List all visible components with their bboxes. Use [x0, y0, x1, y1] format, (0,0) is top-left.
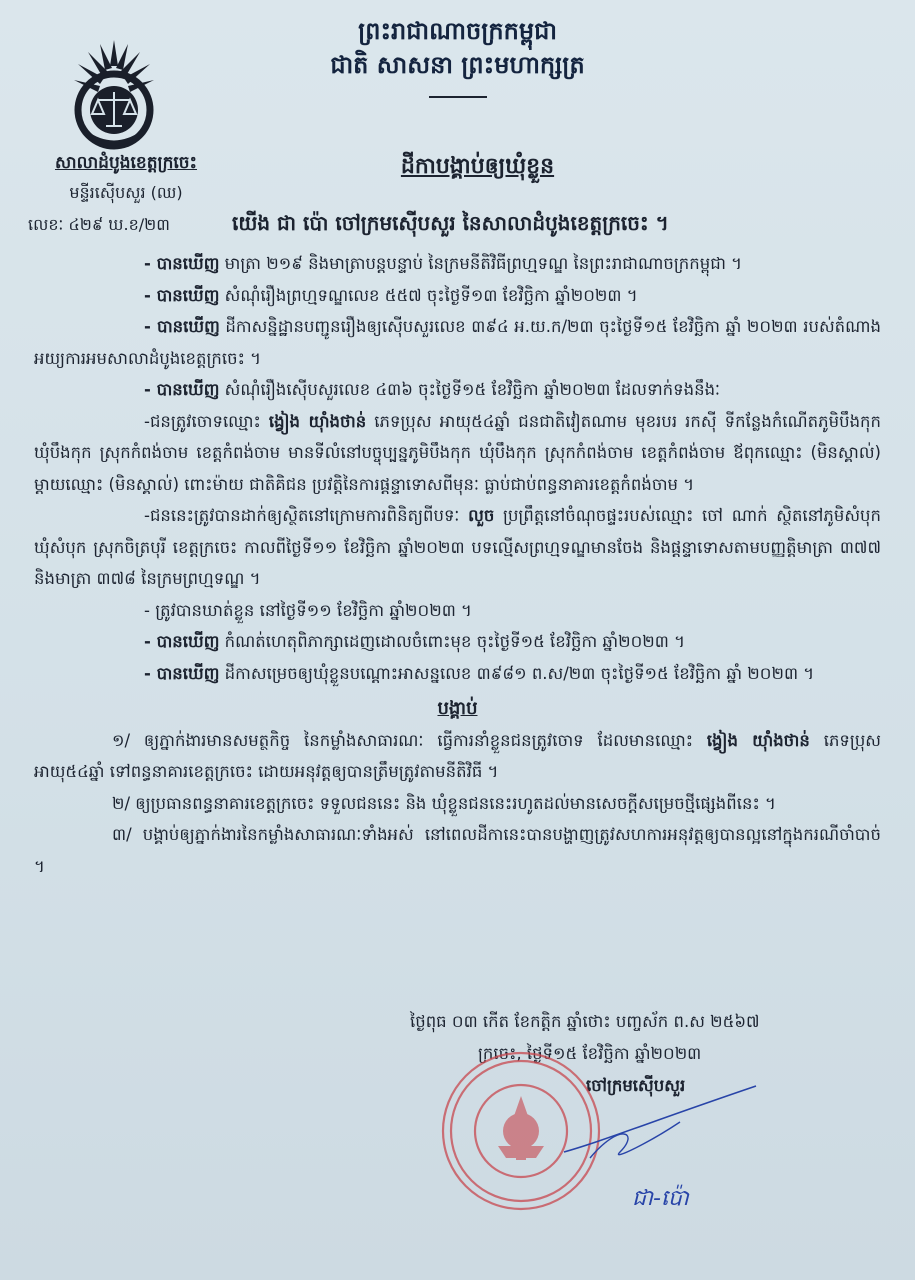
- charge-offense: លួច: [468, 506, 495, 525]
- consideration-5: - ត្រូវបានឃាត់ខ្លួន នៅថ្ងៃទី១១ ខែវិច្ឆិកា ឆ្នាំ២០២៣ ។: [144, 600, 472, 620]
- accused-description: ភេទប្រុស អាយុ៥៤ឆ្នាំ ជនជាតិវៀតណាម មុខរបរ រកស៊ី ទីកន្លែងកំណើតភូមិបឹងកុក ឃុំបឹងកុក ស្រុកកំពង់ចាម ខេត្តកំពង់ចាម មានទីលំនៅបច្ចុប្បន្នភូមិបឹងកុក ឃុំបឹងកុក ស្រុកកំពង់ចាម ខេត្តកំពង់ចាម ឪពុកឈ្មោះ (មិនស្គាល់) ម្តាយឈ្មោះ (មិនស្គាល់) ពោះម៉ាយ ជាតិគិជន ប្រវត្តិនៃការផ្តន្ទាទោសពីមុនៈ ធ្លាប់ជាប់ពន្ធនាគារខេត្តកំពង់ចាម ។: [34, 411, 881, 494]
- consideration-3: [34, 311, 881, 374]
- seen-lead: - បានឃើញ: [144, 285, 220, 305]
- place-date: ក្រចេះ, ថ្ងៃទី១៥ ខែវិច្ឆិកា ឆ្នាំ២០២៣: [478, 1044, 702, 1063]
- kingdom-name: ព្រះរាជាណាចក្រកម្ពុជា: [358, 17, 557, 45]
- signature-stroke-icon: [560, 1082, 760, 1162]
- header-divider: [429, 96, 487, 98]
- consideration-2: [34, 280, 881, 312]
- issuer-line: យើង ជា ប៉ោ ចៅក្រមស៊ើបសួរ នៃសាលាដំបូងខេត្តក្រចេះ ។: [232, 211, 669, 235]
- order-text: ១/ ឲ្យភ្នាក់ងារមានសមត្ថកិច្ច នៃកម្លាំងសាធារណៈ ធ្វើការនាំខ្លួនជនត្រូវចោទ ដែលមានឈ្មោះ: [112, 730, 707, 750]
- order-text: ភេទប្រុស អាយុ៥៤ឆ្នាំ ទៅពន្ធនាគារខេត្តក្រចេះ ដោយអនុវត្តឲ្យបានត្រឹមត្រូវតាមនីតិវិធី ។: [34, 730, 882, 781]
- consideration-text: សំណុំរឿងស៊ើបសួរលេខ ៤៣៦ ចុះថ្ងៃទី១៥ ខែវិច្ឆិកា ឆ្នាំ២០២៣ ដែលទាក់ទងនឹងៈ: [219, 380, 721, 399]
- lunar-date: ថ្ងៃពុធ ០៣ កើត ខែកត្តិក ឆ្នាំថោះ បញ្ចស័ក ព.ស ២៥៦៧: [410, 1012, 760, 1031]
- consideration-7: [34, 658, 881, 690]
- order-accused-name: ង្វៀង យ៉ាំងថាន់: [706, 730, 810, 750]
- accused-details: [34, 406, 881, 501]
- office-name: មន្ទីរស៊ើបសួរ (ឈ): [69, 183, 183, 202]
- document-title: [0, 152, 915, 184]
- order-3: ៣/ បង្គាប់ឲ្យភ្នាក់ងារនៃកម្លាំងសាធារណៈទាំងអស់ នៅពេលដីកានេះបានបង្ហាញត្រូវសហការអនុវត្តឲ្យបានល្អនៅក្នុងករណីចាំបាច់ ។: [34, 825, 881, 876]
- consideration-4: [34, 374, 881, 406]
- reference-number: លេខៈ ៤២៩ ឃ.ខ/២៣: [28, 215, 170, 234]
- seen-lead: - បានឃើញ: [144, 663, 220, 683]
- document-body: [34, 248, 881, 882]
- seen-lead: - បានឃើញ: [144, 380, 220, 399]
- consideration-text: ដីកាសម្រេចឲ្យឃុំខ្លួនបណ្តោះអាសន្នលេខ ៣៩៨១ ព.ស/២៣ ចុះថ្ងៃទី១៥ ខែវិច្ឆិកា ឆ្នាំ ២០២៣ ។: [219, 663, 815, 683]
- signer-role: ចៅក្រមស៊ើបសួរ: [586, 1076, 686, 1095]
- charge-description: ប្រព្រឹត្តនៅចំណុចផ្ទះរបស់ឈ្មោះ ចៅ ណាក់ ស្ថិតនៅភូមិសំបុក ឃុំសំបុក ស្រុកចិត្របុរី ខេត្តក្រចេះ កាលពីថ្ងៃទី១១ ខែវិច្ឆិកា ឆ្នាំ២០២៣ បទល្មើសព្រហ្មទណ្ឌមានចែង និងផ្តន្ទាទោសតាមបញ្ញត្តិមាត្រា ៣៧៧ និងមាត្រា ៣៧៨ នៃក្រមព្រហ្មទណ្ឌ ។: [34, 506, 881, 588]
- consideration-text: សំណុំរឿងព្រហ្មទណ្ឌលេខ ៥៥៧ ចុះថ្ងៃទី១៣ ខែវិច្ឆិកា ឆ្នាំ២០២៣ ។: [219, 285, 638, 305]
- accused-intro: -ជនត្រូវចោទឈ្មោះ: [144, 411, 269, 431]
- consideration-text: ដីកាសន្និដ្ឋានបញ្ជូនរឿងឲ្យស៊ើបសួរលេខ ៣៩៤ អ.យ.ក/២៣ ចុះថ្ងៃទី១៥ ខែវិច្ឆិកា ឆ្នាំ ២០២៣ របស់តំណាងអយ្យការអមសាលាដំបូងខេត្តក្រចេះ ។: [34, 317, 882, 368]
- seen-lead: - បានឃើញ: [144, 632, 220, 651]
- national-motto: ជាតិ សាសនា ព្រះមហាក្សត្រ: [330, 51, 585, 79]
- signer-name: ជា-ប៉ោ: [632, 1186, 689, 1211]
- charge-details: [34, 500, 881, 595]
- consideration-1: [34, 248, 881, 280]
- seen-lead: - បានឃើញ: [144, 317, 220, 336]
- court-emblem-icon: [70, 36, 158, 154]
- consideration-text: កំណត់ហេតុពិភាក្សាដេញដោលចំពោះមុខ ចុះថ្ងៃទី១៥ ខែវិច្ឆិកា ឆ្នាំ២០២៣ ។: [219, 632, 685, 651]
- consideration-6: [34, 626, 881, 658]
- court-name: សាលាដំបូងខេត្តក្រចេះ: [54, 153, 198, 173]
- seen-lead: - បានឃើញ: [144, 254, 220, 273]
- order-2: ២/ ឲ្យប្រធានពន្ធនាគារខេត្តក្រចេះ ទទួលជននេះ និង ឃុំខ្លួនជននេះរហូតដល់មានសេចក្តីសម្រេចថ្មីផ្សេងពីនេះ ។: [112, 793, 776, 813]
- consideration-text: មាត្រា ២១៩ និងមាត្រាបន្តបន្ទាប់ នៃក្រមនីតិវិធីព្រហ្មទណ្ឌ នៃព្រះរាជាណាចក្រកម្ពុជា ។: [219, 254, 743, 273]
- order-1: [34, 725, 881, 788]
- orders-heading: បង្គាប់: [437, 698, 478, 719]
- accused-name: ង្វៀង យ៉ាំងថាន់: [268, 411, 367, 431]
- document-title-text: ដីកាបង្គាប់ឲ្យឃុំខ្លួន: [400, 154, 555, 179]
- charge-intro: -ជននេះត្រូវបានដាក់ឲ្យស្ថិតនៅក្រោមការពិនិត្យពីបទៈ: [144, 506, 469, 525]
